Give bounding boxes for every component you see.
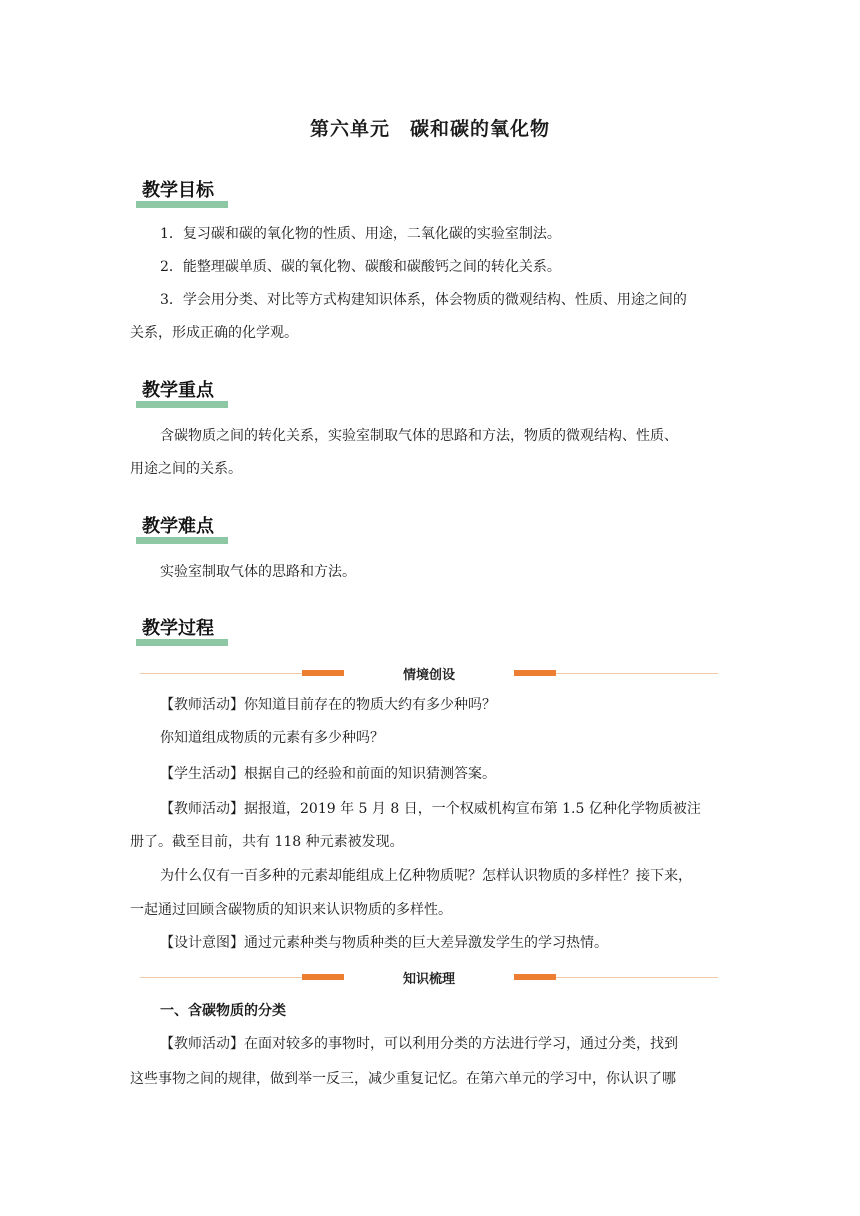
divider-knowledge	[140, 968, 718, 988]
section-heading-text: 教学过程	[142, 618, 214, 639]
divider-label: 知识梳理	[402, 972, 455, 987]
section-heading-objectives	[136, 176, 230, 210]
divider-situation	[140, 664, 718, 684]
subheading-classification: 一、含碳物质的分类	[160, 1003, 286, 1019]
section-heading-text: 教学目标	[142, 180, 214, 201]
paragraph-line: 【教师活动】在面对较多的事物时，可以利用分类的方法进行学习，通过分类，找到	[160, 1036, 678, 1052]
heading-underline	[136, 401, 228, 408]
paragraph-line: 【设计意图】通过元素种类与物质种类的巨大差异激发学生的学习热情。	[160, 935, 608, 951]
paragraph-line: 你知道组成物质的元素有多少种吗？	[160, 730, 384, 746]
paragraph-line-continuation: 一起通过回顾含碳物质的知识来认识物质的多样性。	[130, 902, 452, 918]
heading-underline	[136, 201, 228, 208]
document-title: 第六单元 碳和碳的氧化物	[309, 118, 550, 140]
section-heading-difficulties	[136, 512, 230, 546]
heading-underline	[136, 537, 228, 544]
heading-underline	[136, 639, 228, 646]
key-points-text-continuation: 用途之间的关系。	[130, 461, 242, 477]
paragraph-line: 【教师活动】你知道目前存在的物质大约有多少种吗？	[160, 697, 496, 713]
objective-item: 3．学会用分类、对比等方式构建知识体系，体会物质的微观结构、性质、用途之间的	[160, 292, 687, 308]
objective-item: 1．复习碳和碳的氧化物的性质、用途，二氧化碳的实验室制法。	[160, 226, 561, 242]
divider-label: 情境创设	[402, 668, 455, 683]
objective-item-continuation: 关系，形成正确的化学观。	[130, 325, 298, 341]
section-heading-key-points	[136, 376, 230, 410]
key-points-text: 含碳物质之间的转化关系，实验室制取气体的思路和方法，物质的微观结构、性质、	[160, 428, 678, 444]
section-heading-text: 教学重点	[142, 380, 214, 401]
difficulties-text: 实验室制取气体的思路和方法。	[160, 564, 356, 580]
section-heading-text: 教学难点	[142, 516, 214, 537]
paragraph-line: 【学生活动】根据自己的经验和前面的知识猜测答案。	[160, 766, 496, 782]
section-heading-process	[136, 614, 230, 648]
objective-item: 2．能整理碳单质、碳的氧化物、碳酸和碳酸钙之间的转化关系。	[160, 259, 561, 275]
paragraph-line: 【教师活动】据报道，2019 年 5 月 8 日，一个权威机构宣布第 1.5 亿种化学物质被注	[160, 801, 701, 817]
paragraph-line-continuation: 册了。截至目前，共有 118 种元素被发现。	[130, 834, 404, 850]
paragraph-line: 为什么仅有一百多种的元素却能组成上亿种物质呢？怎样认识物质的多样性？接下来，	[160, 868, 692, 884]
paragraph-line-continuation: 这些事物之间的规律，做到举一反三，减少重复记忆。在第六单元的学习中，你认识了哪	[130, 1071, 676, 1087]
